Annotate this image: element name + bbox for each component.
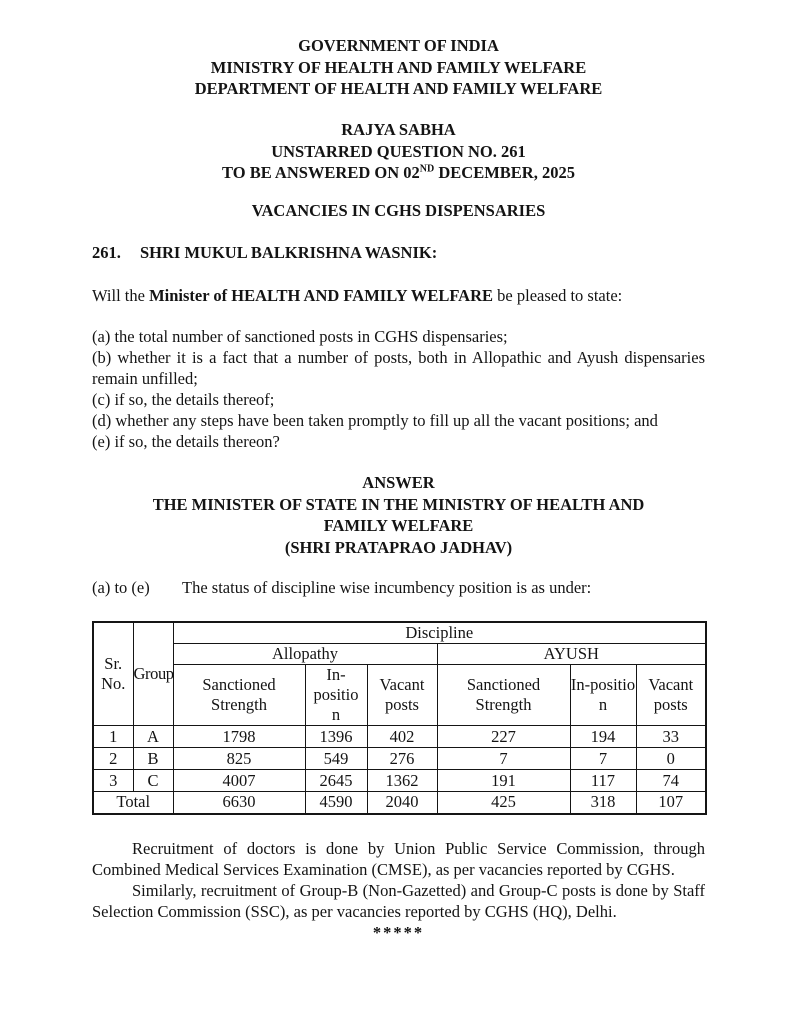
document-header	[92, 35, 705, 100]
col-header-discipline: Discipline	[173, 622, 706, 644]
col-header-group: Group	[133, 622, 173, 726]
cell-total-ayush-sanctioned: 425	[437, 792, 570, 814]
minister-title-line2: FAMILY WELFARE	[323, 516, 474, 535]
cell-sr: 2	[93, 748, 133, 770]
session-block	[92, 119, 705, 184]
col-header-ayush-vacant: Vacant posts	[636, 665, 706, 726]
cell-ayush-sanctioned: 7	[437, 748, 570, 770]
minister-title-line1: THE MINISTER OF STATE IN THE MINISTRY OF HEALTH AND	[152, 494, 645, 514]
header-government-line: GOVERNMENT OF INDIA	[298, 36, 499, 55]
cell-ayush-sanctioned: 227	[437, 726, 570, 748]
end-marker: *****	[372, 922, 425, 942]
subject-title: VACANCIES IN CGHS DISPENSARIES	[251, 201, 546, 220]
house-name: RAJYA SABHA	[341, 120, 456, 139]
question-item-d: (d) whether any steps have been taken promptly to fill up all the vacant positions; and	[92, 411, 658, 430]
cell-ayush-vacant: 33	[636, 726, 706, 748]
question-item-c: (c) if so, the details thereof;	[92, 390, 275, 409]
cell-allo-inposition: 549	[305, 748, 367, 770]
question-member-line	[92, 242, 705, 264]
cell-ayush-sanctioned: 191	[437, 770, 570, 792]
answer-heading: ANSWER	[362, 473, 435, 492]
in-position-line1: In-positio	[570, 675, 636, 694]
closing-paragraph-2: Similarly, recruitment of Group-B (Non-Gazetted) and Group-C posts is done by Staff Selection Commission (SSC), as per vacancies reported by CGHS (HQ), Delhi.	[92, 880, 705, 921]
cell-ayush-vacant: 74	[636, 770, 706, 792]
document-content	[92, 0, 705, 943]
cell-total-allo-vacant: 2040	[367, 792, 437, 814]
cell-ayush-inposition: 117	[570, 770, 636, 792]
cell-allo-vacant: 276	[367, 748, 437, 770]
question-item-a: (a) the total number of sanctioned posts in CGHS dispensaries;	[92, 327, 508, 346]
closing-paragraph-1: Recruitment of doctors is done by Union Public Service Commission, through Combined Medical Services Examination (CMSE), as per vacancies reported by CGHS.	[92, 838, 705, 879]
question-number-line: UNSTARRED QUESTION NO. 261	[271, 141, 526, 161]
in-position-line2: n	[331, 705, 341, 724]
status-label: (a) to (e)	[92, 578, 150, 597]
cell-total-allo-sanctioned: 6630	[173, 792, 305, 814]
question-item-e: (e) if so, the details thereon?	[92, 432, 280, 451]
answer-date-line	[92, 162, 705, 184]
question-items	[92, 326, 705, 452]
col-header-ayush-in-position	[570, 665, 636, 726]
cell-allo-vacant: 402	[367, 726, 437, 748]
cell-total-ayush-vacant: 107	[636, 792, 706, 814]
preamble-prefix: Will the	[92, 286, 150, 305]
cell-total-ayush-inposition: 318	[570, 792, 636, 814]
answer-heading-block	[92, 472, 705, 558]
answer-date-suffix: DECEMBER, 2025	[434, 163, 575, 182]
cell-ayush-vacant: 0	[636, 748, 706, 770]
answer-date-prefix: TO BE ANSWERED ON 02	[222, 163, 420, 182]
header-department-line: DEPARTMENT OF HEALTH AND FAMILY WELFARE	[194, 79, 603, 98]
cell-group: C	[133, 770, 173, 792]
table-row	[93, 770, 706, 792]
cell-sr: 3	[93, 770, 133, 792]
preamble-suffix: be pleased to state:	[493, 286, 623, 305]
cell-allo-sanctioned: 4007	[173, 770, 305, 792]
cell-ayush-inposition: 7	[570, 748, 636, 770]
closing-block	[92, 838, 705, 922]
status-text: The status of discipline wise incumbency position is as under:	[182, 578, 592, 597]
incumbency-table	[92, 621, 707, 815]
col-header-allo-in-position	[305, 665, 367, 726]
cell-allo-vacant: 1362	[367, 770, 437, 792]
col-header-sr-no: Sr. No.	[93, 622, 133, 726]
col-header-allopathy: Allopathy	[173, 644, 437, 665]
preamble-minister: Minister of HEALTH AND FAMILY WELFARE	[149, 286, 494, 305]
table-row	[93, 726, 706, 748]
cell-sr: 1	[93, 726, 133, 748]
in-position-line2: n	[598, 695, 608, 714]
cell-ayush-inposition: 194	[570, 726, 636, 748]
cell-total-allo-inposition: 4590	[305, 792, 367, 814]
member-name: SHRI MUKUL BALKRISHNA WASNIK:	[140, 243, 438, 262]
cell-allo-inposition: 2645	[305, 770, 367, 792]
table-row	[93, 748, 706, 770]
cell-allo-sanctioned: 825	[173, 748, 305, 770]
header-ministry-line: MINISTRY OF HEALTH AND FAMILY WELFARE	[210, 57, 587, 77]
col-header-ayush: AYUSH	[437, 644, 706, 665]
in-position-line1: In-positio	[313, 665, 359, 704]
status-line	[92, 577, 705, 598]
question-number: 261.	[92, 243, 121, 262]
table-total-row	[93, 792, 706, 814]
col-header-ayush-sanctioned: Sanctioned Strength	[437, 665, 570, 726]
answer-date-ordinal: ND	[419, 163, 435, 175]
cell-group: B	[133, 748, 173, 770]
cell-allo-sanctioned: 1798	[173, 726, 305, 748]
question-preamble	[92, 285, 705, 306]
cell-allo-inposition: 1396	[305, 726, 367, 748]
cell-total-label: Total	[93, 792, 173, 814]
minister-name: (SHRI PRATAPRAO JADHAV)	[284, 537, 513, 557]
col-header-allo-sanctioned: Sanctioned Strength	[173, 665, 305, 726]
cell-group: A	[133, 726, 173, 748]
question-item-b: (b) whether it is a fact that a number of posts, both in Allopathic and Ayush dispensaries remain unfilled;	[92, 348, 705, 388]
col-header-allo-vacant: Vacant posts	[367, 665, 437, 726]
